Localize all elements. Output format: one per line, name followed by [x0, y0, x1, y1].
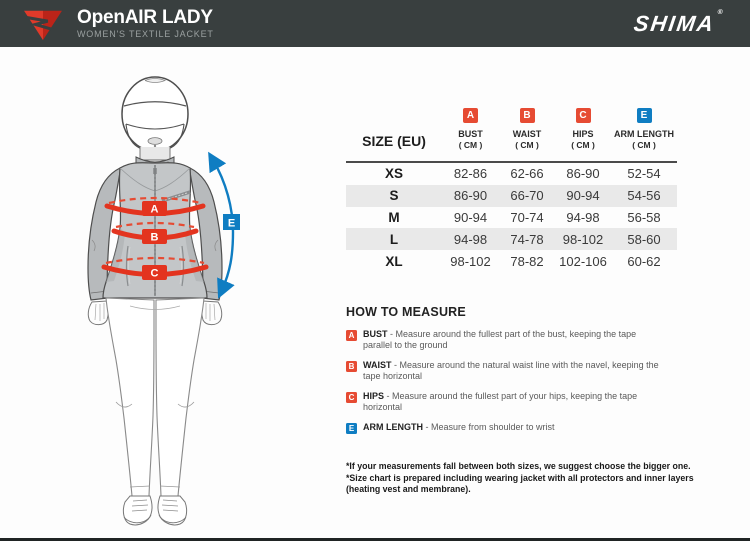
column-unit: ( CM ) — [571, 140, 595, 150]
measure-instruction-item — [346, 329, 677, 351]
waist-cell: 62-66 — [510, 166, 544, 182]
arm-length-cell: 56-58 — [627, 209, 661, 225]
sneakers — [123, 496, 186, 525]
measure-description: - Measure from shoulder to wrist — [425, 421, 555, 432]
footnote-line: *If your measurements fall between both sizes, we suggest choose the bigger one. — [346, 461, 691, 471]
size-cell: S — [389, 188, 399, 204]
registered-mark: ® — [716, 8, 724, 16]
helmet-illustration — [122, 77, 188, 151]
column-header — [499, 95, 555, 161]
footnotes — [346, 461, 696, 496]
size-cell: XS — [384, 166, 403, 182]
size-table-body — [346, 161, 677, 272]
how-to-measure-heading: HOW TO MEASURE — [346, 304, 466, 319]
waist-cell: 70-74 — [510, 209, 544, 225]
hips-cell: 90-94 — [566, 188, 600, 204]
measure-description: - Measure around the fullest part of your hips, keeping the tape horizontal — [363, 390, 638, 412]
hips-cell: 86-90 — [566, 166, 600, 182]
measure-key-badge: E — [346, 423, 357, 434]
column-header — [611, 95, 677, 161]
size-cell: M — [388, 209, 400, 225]
table-row — [346, 185, 677, 207]
product-subtitle: WOMEN'S TEXTILE JACKET — [77, 29, 214, 39]
header-bar — [0, 0, 750, 47]
measure-key-badge: A — [346, 330, 357, 341]
measure-instruction-item — [346, 360, 677, 382]
table-row — [346, 250, 677, 272]
product-title-block — [77, 8, 214, 39]
bust-cell: 86-90 — [453, 188, 488, 204]
arm-length-cell: 60-62 — [627, 253, 661, 269]
table-row — [346, 163, 677, 185]
arm-length-cell: 52-54 — [627, 166, 661, 182]
shima-triangle-logo-icon — [22, 6, 64, 42]
measure-description: - Measure around the natural waist line with the navel, keeping the tape horizontal — [363, 359, 659, 381]
bust-cell: 94-98 — [453, 231, 488, 247]
measure-instruction-item — [346, 422, 677, 434]
bust-label: A — [150, 203, 159, 216]
column-key-badge: E — [637, 108, 652, 123]
column-unit: ( CM ) — [515, 140, 539, 150]
arm-length-label: E — [227, 217, 236, 230]
measure-label: WAIST — [363, 359, 392, 370]
jeans-legs — [106, 298, 204, 496]
size-cell: L — [389, 231, 399, 247]
table-row — [346, 207, 677, 229]
measure-description: - Measure around the fullest part of the bust, keeping the tape parallel to the ground — [363, 328, 637, 350]
column-unit: ( CM ) — [632, 140, 656, 150]
size-eu-header: SIZE (EU) — [362, 133, 426, 149]
bust-cell: 90-94 — [453, 209, 488, 225]
waist-cell: 66-70 — [510, 188, 544, 204]
size-cell: XL — [385, 253, 403, 269]
measure-label: BUST — [363, 328, 388, 339]
measure-key-badge: B — [346, 361, 357, 372]
arm-length-cell: 54-56 — [627, 188, 661, 204]
column-unit: ( CM ) — [458, 140, 483, 150]
hips-cell: 98-102 — [562, 231, 604, 247]
bust-cell: 98-102 — [450, 253, 491, 269]
product-title: OpenAIR LADY — [77, 7, 213, 28]
waist-cell: 74-78 — [510, 231, 544, 247]
column-key-badge: C — [576, 108, 591, 123]
column-label: HIPS — [572, 129, 594, 139]
column-key-badge: B — [520, 108, 535, 123]
column-header — [555, 95, 611, 161]
table-row — [346, 228, 677, 250]
hips-label: C — [150, 267, 159, 280]
arm-length-cell: 58-60 — [627, 231, 661, 247]
column-label: BUST — [458, 129, 483, 139]
column-header — [442, 95, 499, 161]
hips-cell: 102-106 — [559, 253, 607, 269]
size-chart-panel — [346, 95, 677, 443]
measurement-figure-diagram — [50, 50, 330, 538]
size-table-header — [346, 95, 677, 161]
waist-label: B — [150, 231, 159, 244]
measure-label: HIPS — [363, 390, 385, 401]
brand-wordmark: SHIMA® — [632, 8, 724, 36]
bust-cell: 82-86 — [453, 166, 488, 182]
column-label: ARM LENGTH — [614, 129, 674, 139]
waist-cell: 78-82 — [510, 253, 544, 269]
footnote-line: *Size chart is prepared including wearing jacket with all protectors and inner layers (heating vest and membrane). — [346, 472, 694, 494]
measure-label: ARM LENGTH — [363, 421, 423, 432]
hips-cell: 94-98 — [566, 209, 600, 225]
measure-instructions-list — [346, 329, 677, 434]
measure-key-badge: C — [346, 392, 357, 403]
measure-instruction-item — [346, 391, 677, 413]
neck — [140, 147, 170, 160]
column-label: WAIST — [512, 129, 542, 139]
column-key-badge: A — [463, 108, 478, 123]
